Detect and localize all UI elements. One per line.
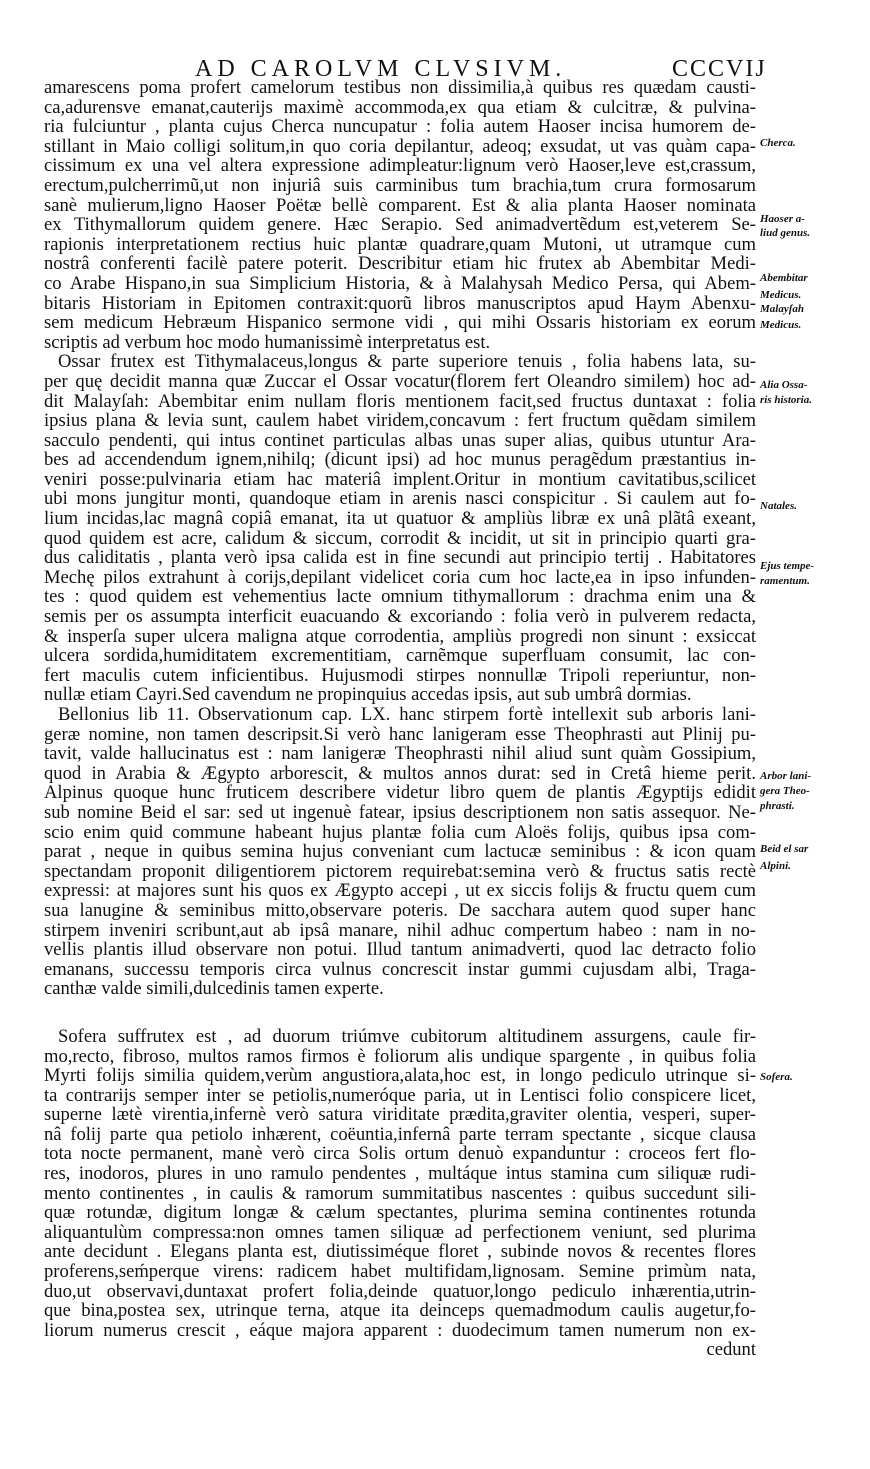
text-line: Ossar frutex est Tithymalaceus,longus & parte superiore tenuis , folia habens lata, su- bbox=[58, 351, 756, 373]
text-line: fert maculis cutem inficientibus. Hujusmodi stirpes nonnullæ Tripoli reperiuntur, non- bbox=[44, 664, 756, 686]
text-line: tavit, valde hallucinatus est : nam lanigeræ Theophrasti nihil aliud sunt quàm Gossipium, bbox=[44, 743, 756, 765]
text-line: sub nomine Beid el sar: sed ut ingenuè fatear, ipsius descriptionem non satis assequor. Ne- bbox=[44, 801, 756, 823]
text-line: nâ folij parte qua petiolo inhærent, coëuntia,infernâ parte terram spectante , sicque clausa bbox=[44, 1123, 756, 1145]
text-line: veniri posse:pulvinaria etiam hac materiâ implent.Oritur in montium cavitatibus,scilicet bbox=[44, 468, 756, 490]
margin-note: Abembitar bbox=[760, 272, 808, 284]
text-line: mento continentes , in caulis & ramorum summitatibus nascentes : quibus succedunt sili- bbox=[44, 1182, 756, 1204]
margin-note: phrasti. bbox=[760, 800, 795, 812]
text-line: sanè mulierum,ligno Haoser Poëtæ bellè comparent. Est & alia planta Haoser nominata bbox=[44, 194, 756, 216]
margin-note: gera Theo- bbox=[760, 785, 810, 797]
paragraph bbox=[44, 1027, 756, 1360]
margin-note: ris historia. bbox=[760, 394, 812, 406]
text-line: ipsius plana & levia sunt, caulem habet viridem,concavum : fert fructum quẽdam similem bbox=[44, 410, 756, 432]
catchword: cedunt bbox=[706, 1339, 756, 1361]
text-line: bes ad accendendum ignem,nihilq; (dicunt ipsi) ad hoc munus peragẽdum præstantius in- bbox=[44, 449, 756, 471]
text-line: quod in Arabia & Ægypto arborescit, & multos annos durat: sed in Cretâ hieme perit. bbox=[44, 762, 756, 784]
text-line: scriptis ad verbum hoc modo humanissimè interpretatus est. bbox=[44, 331, 491, 353]
text-line: ex Tithymallorum quidem genere. Hæc Serapio. Sed animadvertẽdum est,veterem Se- bbox=[44, 214, 756, 236]
text-line: ulcera sordida,humiditatem excrementitiam, carnẽmque superfluam consumit, lac con- bbox=[44, 645, 756, 667]
section-gap bbox=[44, 999, 756, 1027]
margin-note: Medicus. bbox=[760, 319, 802, 331]
text-line: duo,ut observavi,duntaxat profert folia,deinde quatuor,longo pediculo inhærentia,utrin- bbox=[44, 1280, 756, 1302]
text-line: sem medicum Hebræum Hispanico sermone vidi , qui mihi Ossaris historiam ex eorum bbox=[44, 312, 756, 334]
text-line: cissimum ex una vel altera expressione adimpleatur:lignum verò Haoser,leve est,crassum, bbox=[44, 155, 756, 177]
text-line: quod quidem est acre, calidum & siccum, corrodit & incidit, ut sit in principio quarti gra- bbox=[44, 527, 756, 549]
margin-note: Haoser a- bbox=[760, 213, 805, 225]
text-line: nostrâ conferenti facilè patere poterit. Describitur etiam hic frutex ab Abembitar Medi- bbox=[44, 253, 756, 275]
text-line: mo,recto, fibroso, multos ramos firmos è foliorum alis undique spargente , in quibus folia bbox=[44, 1045, 756, 1067]
text-line: geræ nomine, non tamen descripsit.Si verò hanc lanigeram esse Theophrasti aut Plinij pu- bbox=[44, 723, 756, 745]
margin-note: Arbor lani- bbox=[760, 770, 812, 782]
text-line: semis per os assumpta interficit euacuando & excoriando : folia verò in pulverem redacta, bbox=[44, 606, 756, 628]
text-line: Bellonius lib 11. Observationum cap. LX. hanc stirpem fortè intellexit sub arboris lani- bbox=[58, 704, 756, 725]
paragraph bbox=[44, 705, 756, 999]
text-line: co Arabe Hispano,in sua Simplicium Historia, & à Malahysah Medico Persa, qui Abem- bbox=[44, 272, 756, 294]
margin-note: liud genus. bbox=[760, 227, 811, 239]
text-line: sua lanugine & seminibus mitto,observare poteris. De sacchara autem quod super hanc bbox=[44, 899, 756, 921]
margin-note: Alpini. bbox=[760, 860, 791, 872]
margin-note: ramentum. bbox=[760, 575, 810, 587]
main-text-block bbox=[44, 78, 756, 1360]
text-line: proferens,seḿperque virens: radicem habet multifidam,lignosam. Semine primùm nata, bbox=[44, 1261, 756, 1283]
text-line: Sofera suffrutex est , ad duorum triúmve cubitorum altitudinem assurgens, caule fir- bbox=[58, 1025, 756, 1047]
paragraph bbox=[44, 78, 756, 352]
text-line: stirpem inveniri scribunt,aut ab ipsâ manare, nihil adhuc compertum habeo : nam in no- bbox=[44, 919, 756, 941]
text-line: res, inodoros, plures in uno ramulo pendentes , multáque intus stamina cum siliquæ rudi- bbox=[44, 1163, 756, 1185]
text-line: parat , neque in quibus semina hujus conveniant cum lactucæ seminibus : & icon quam bbox=[44, 841, 756, 863]
text-line: ca,adurensve emanat,cauterijs maximè accommoda,ex qua etiam & culcitræ, & pulvina- bbox=[44, 96, 756, 118]
text-line: expressi: at majores sunt his quos ex Ægypto accepi , ut ex siccis folijs & fructu quem cum bbox=[44, 880, 756, 902]
text-line: quæ rotundæ, digitum longæ & cælum spectantes, plurima semina continentes rotunda bbox=[44, 1202, 756, 1224]
text-line: liorum numerus crescit , eáque majora apparent : duodecimum tamen numerum non ex- bbox=[44, 1319, 756, 1341]
text-line: & insperſa super ulcera maligna atque corrodentia, ampliùs progredi non sinunt : exsiccat bbox=[44, 625, 756, 647]
margin-note: Sofera. bbox=[760, 1071, 793, 1083]
text-line: ria fulciuntur , planta cujus Cherca nuncupatur : folia autem Haoser incisa humorem de- bbox=[44, 116, 756, 138]
text-line: nullæ etiam Cayri.Sed cavendum ne propinquius accedas ipsis, aut sub umbrâ dormias. bbox=[44, 684, 692, 706]
text-line: aliquantulùm compressa:non omnes tamen siliquæ ad perfectionem veniunt, sed plurima bbox=[44, 1221, 756, 1243]
marginalia-column bbox=[760, 0, 870, 1469]
paragraph bbox=[44, 352, 756, 705]
text-line: superne lætè virentia,infernè verò satura viriditate prædita,graviter olentia, vesperi, super- bbox=[44, 1104, 756, 1126]
text-line: dus caliditatis , planta verò ipsa calida est in fine secundi aut principio tertij . Habitatores bbox=[44, 547, 756, 569]
text-line: ubi mons jungitur monti, quandoque etiam in arenis nasci conspicitur . Si caulem aut fo- bbox=[44, 488, 756, 510]
margin-note: Natales. bbox=[760, 500, 797, 512]
margin-note: Beid el sar bbox=[760, 843, 809, 855]
text-line: bitaris Historiam in Epitomen contraxit:quorũ libros manuscriptos apud Haym Abenxu- bbox=[44, 292, 756, 314]
page-number: CCCVIJ bbox=[672, 56, 767, 82]
text-line: per quę decidit manna quæ Zuccar el Ossar vocatur(florem fert Oleandro similem) hoc ad- bbox=[44, 370, 756, 392]
text-line: spectandam proponit diligentiorem pictorem requirebat:semina verò & fructus satis rectè bbox=[44, 860, 756, 882]
text-line: scio enim quid commune habeant hujus plantæ folia cum Aloës folijs, quibus ipsa com- bbox=[44, 821, 756, 843]
text-line: Myrti folijs similia quidem,verùm angustiora,alata,hoc est, in longo pediculo utrinque si- bbox=[44, 1065, 756, 1087]
running-title: AD CAROLVM CLVSIVM. bbox=[195, 56, 567, 82]
text-line: que bina,postea sex, utrinque terna, atque ita deinceps quemadmodum caulis augetur,fo- bbox=[44, 1300, 756, 1322]
text-line: rapionis interpretationem rectius huic plantæ quadrare,quam Mutoni, ut utramque cum bbox=[44, 233, 756, 255]
text-line: emanans, successu temporis circa vulnus concrescit instar gummi cujusdam albi, Traga- bbox=[44, 958, 756, 980]
text-line: ante decidunt . Elegans planta est, diutissiméque floret , subinde novos & recentes flores bbox=[44, 1241, 756, 1263]
margin-note: Cherca. bbox=[760, 137, 796, 149]
margin-note: Medicus. bbox=[760, 289, 802, 301]
margin-note: Malayſah bbox=[760, 303, 804, 315]
text-line: tota nocte permanent, manè verò circa Solis ortum denuò expanduntur : croceos fert flo- bbox=[44, 1143, 756, 1165]
text-line: vellis plantis illud observare non potui. Illud tantum animadverti, quod lac detracto folio bbox=[44, 939, 756, 961]
text-line: canthæ valde simili,dulcedinis tamen experte. bbox=[44, 978, 384, 1000]
text-line: Mechę pilos extrahunt à corijs,depilant videlicet coria cum hoc lacte,ea in ipso infunden- bbox=[44, 566, 756, 588]
text-line: dit Malayſah: Abembitar enim nullam floris mentionem facit,sed fructus duntaxat : folia bbox=[44, 390, 756, 412]
margin-note: Alia Ossa- bbox=[760, 379, 808, 391]
text-line: amarescens poma profert camelorum testibus non dissimilia,à quibus res quædam causti- bbox=[44, 77, 756, 98]
text-line: erectum,pulcherrimũ,ut non injuriâ suis carminibus tum brachia,tum crura formosarum bbox=[44, 174, 756, 196]
text-line: stillant in Maio colligi solitum,in quo coria depilantur, adeoq; exsudat, ut vas quàm capa- bbox=[44, 135, 756, 157]
text-line: sacculo pendenti, qui intus continet particulas albas unas super alias, quibus utuntur Ara- bbox=[44, 429, 756, 451]
text-line: tes : quod quidem est vehementius lacte omnium tithymallorum : drachma enim una & bbox=[44, 586, 756, 608]
text-line: lium incidas,lac magnâ copiâ emanat, ita ut quatuor & ampliùs libræ ex unâ plãtâ exeant, bbox=[44, 508, 756, 530]
text-line: ta contrarijs semper inter se petiolis,numeróque paria, ut in Lentisci folio conspicere licet, bbox=[44, 1084, 756, 1106]
margin-note: Ejus tempe- bbox=[760, 560, 815, 572]
text-line: Alpinus quoque hunc fruticem describere videtur libro quem de plantis Ægyptijs edidit bbox=[44, 782, 756, 804]
